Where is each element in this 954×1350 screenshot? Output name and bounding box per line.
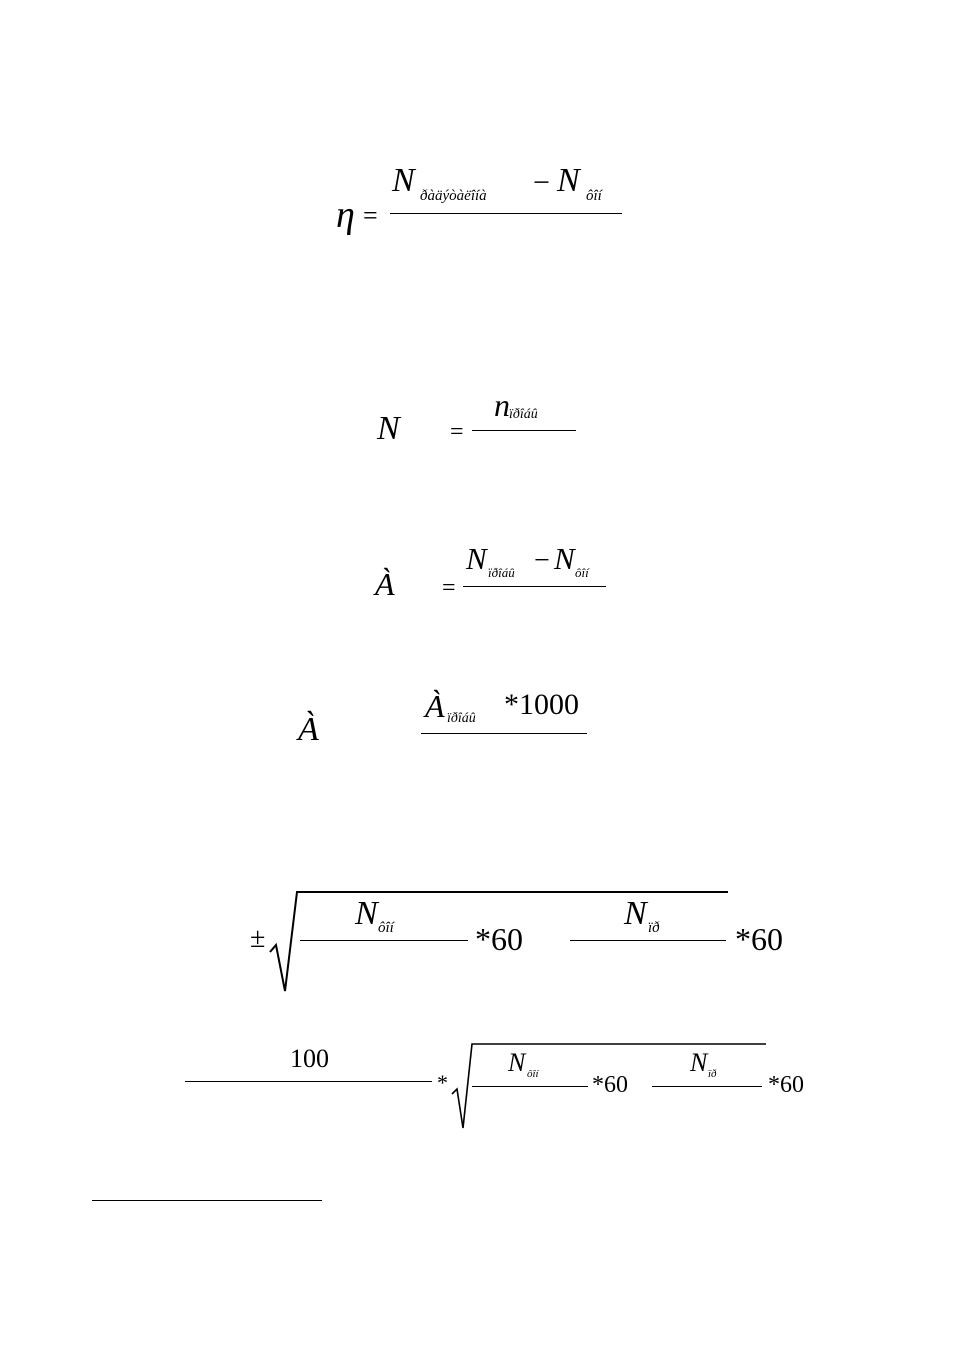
equals-sign: = — [363, 201, 378, 230]
numerator-symbol-2: N — [554, 541, 575, 576]
numerator-symbol-2: N — [557, 162, 580, 199]
fraction-bar — [390, 213, 622, 214]
fraction1-bar — [300, 940, 468, 941]
numerator-subscript-2: ôîí — [586, 188, 602, 204]
fraction2-subscript: ïð — [708, 1068, 717, 1080]
numerator-value: 100 — [290, 1044, 329, 1073]
fraction1-subscript: ôîí — [378, 920, 394, 936]
fraction2-subscript: ïð — [648, 920, 660, 936]
multiplier-2: *60 — [768, 1072, 804, 1098]
lhs-symbol: À — [298, 711, 319, 748]
numerator-subscript-2: ôîí — [575, 565, 589, 580]
minus-sign: − — [533, 166, 550, 199]
numerator-symbol-1: N — [392, 162, 415, 199]
equals-sign: = — [450, 419, 464, 445]
numerator-symbol: n — [494, 387, 510, 423]
fraction1-symbol: N — [508, 1048, 526, 1077]
fraction1-subscript: ôîí — [527, 1068, 539, 1080]
fraction2-symbol: N — [624, 895, 647, 932]
multiplier-1: *60 — [475, 921, 523, 957]
main-fraction-bar — [185, 1081, 432, 1082]
fraction1-bar — [472, 1086, 588, 1087]
footnote-separator — [92, 1200, 322, 1201]
numerator-symbol-1: N — [466, 541, 487, 576]
numerator-symbol: À — [425, 688, 445, 724]
numerator-subscript-1: ðàäýòàëîíà — [420, 188, 487, 204]
numerator-subscript: ïðîáû — [447, 711, 476, 726]
fraction-bar — [421, 733, 587, 734]
plus-minus-sign: ± — [250, 923, 266, 954]
lhs-symbol: N — [377, 410, 400, 447]
multiplier-2: *60 — [735, 921, 783, 957]
fraction-bar — [463, 586, 606, 587]
lhs-symbol: À — [375, 566, 395, 602]
fraction2-bar — [570, 940, 726, 941]
fraction-bar — [472, 430, 576, 431]
numerator-factor: *1000 — [504, 688, 579, 721]
fraction2-symbol: N — [690, 1048, 708, 1077]
fraction2-bar — [652, 1086, 762, 1087]
numerator-subscript: ïðîáû — [509, 407, 538, 422]
fraction1-symbol: N — [355, 895, 378, 932]
eta-symbol: η — [336, 194, 355, 236]
multiply-sign: * — [437, 1070, 448, 1095]
equals-sign: = — [442, 575, 456, 601]
numerator-subscript-1: ïðîáû — [488, 565, 515, 580]
multiplier-1: *60 — [592, 1072, 628, 1098]
minus-sign: − — [534, 545, 550, 576]
